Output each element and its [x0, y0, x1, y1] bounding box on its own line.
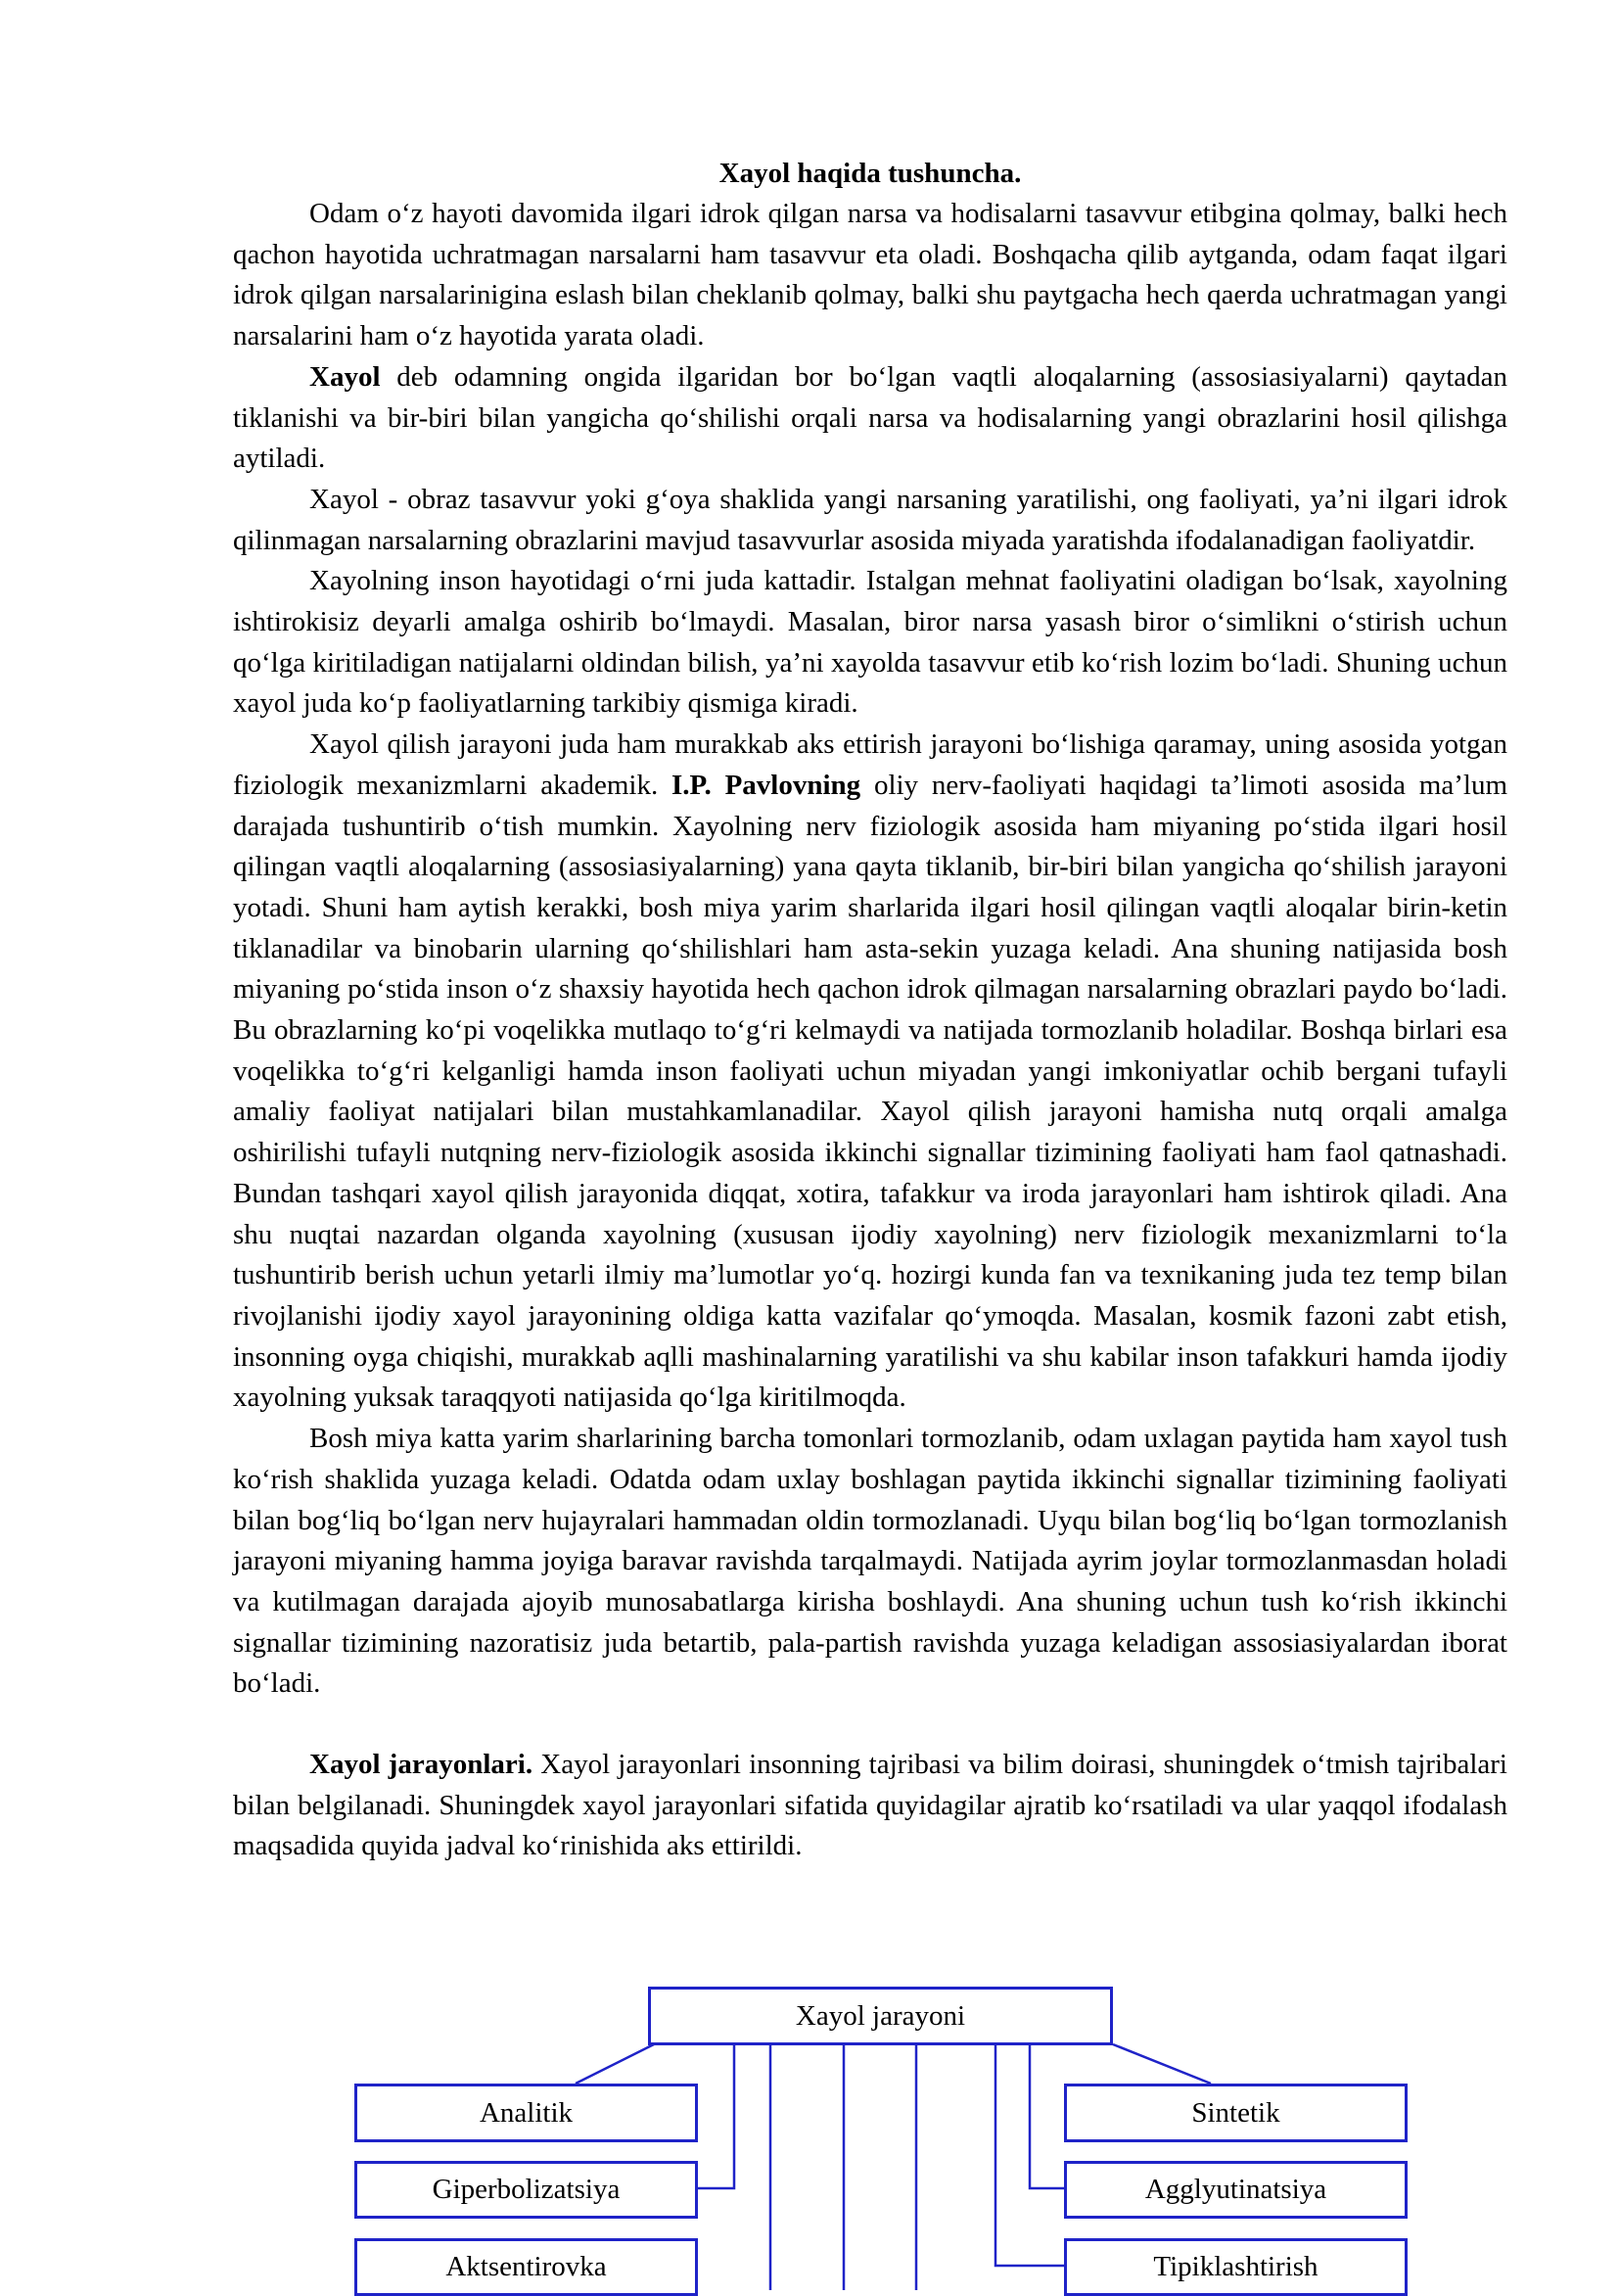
diagram-box-aktsentirovka: Aktsentirovka	[354, 2238, 698, 2296]
diagram-box-giperbolizatsiya: Giperbolizatsiya	[354, 2161, 698, 2219]
connector-giperbolizatsiya	[697, 2044, 734, 2188]
term-xayol-jarayonlari: Xayol jarayonlari.	[309, 1749, 533, 1781]
processes-text: Xayol jarayonlari insonning tajribasi va bilim doirasi, shuningdek oʻtmish tajribalari bilan belgilanadi. Shuningdek xayol jarayonlari sifatida quyidagilar ajratib koʻrsatiladi va ular yaqqol ifodalash maqsadida quyida jadval koʻrinishida aks ettirildi.	[233, 1749, 1507, 1862]
connector-sintetik	[1113, 2044, 1211, 2084]
diagram-box-sintetik: Sintetik	[1064, 2084, 1408, 2142]
paragraph-role: Xayolning inson hayotidagi oʻrni juda kattadir. Istalgan mehnat faoliyatini oladigan boʻlsak, xayolning ishtirokisiz deyarli amalga oshirib boʻlmaydi. Masalan, biror narsa yasash biror oʻsimlikni oʻstirish uchun qoʻlga kiritiladigan natijalarni oldindan bilish, yaʼni xayolda tasavvur etib koʻrish lozim boʻladi. Shuning uchun xayol juda koʻp faoliyatlarning tarkibiy qismiga kiradi.	[233, 565, 1507, 720]
connector-agglyutinatsiya	[1030, 2044, 1067, 2188]
document-body	[233, 153, 1507, 1867]
diagram-box-tipiklashtirish: Tipiklashtirish	[1064, 2238, 1408, 2296]
definition-text: deb odamning ongida ilgaridan bor boʻlgan vaqtli aloqalarning (assosiasiyalarni) qaytadan tiklanishi va bir-biri bilan yangicha qoʻshilishi orqali narsa va hodisalarning yangi obrazlarini hosil qilishga aytiladi.	[233, 360, 1507, 475]
connector-analitik	[576, 2044, 654, 2084]
paragraph-processes	[233, 1745, 1507, 1867]
physiology-text-b: oliy nerv-faoliyati haqidagi taʼlimoti asosida maʼlum darajada tushuntirib oʻtish mumkin. Xayolning nerv fiziologik asosida ham miyaning poʻstida ilgari hosil qilingan vaqtli aloqalarning (assosiasiyalarning) yana qayta tiklanib, bir-biri bilan yangicha qoʻshilish jarayoni yotadi. Shuni ham aytish kerakki, bosh miya yarim sharlarida ilgari hosil qilingan vaqtli aloqalar birin-ketin tiklanadilar va binobarin ularning qoʻshilishlari ham asta-sekin yuzaga keladi. Ana shuning natijasida bosh miyaning poʻstida inson oʻz shaxsiy hayotida hech qachon idrok qilmagan narsalarning obrazlari paydo boʻladi. Bu obrazlarning koʻpi voqelikka mutlaqo toʻgʻri kelmaydi va natijada tormozlanib holadilar. Boshqa birlari esa voqelikka toʻgʻri kelganligi hamda inson faoliyati uchun miyadan yangi imkoniyatlar ochib bergani tufayli amaliy faoliyat natijalari bilan mustahkamlanadilar. Xayol qilish jarayoni hamisha nutq orqali amalga oshirilishi tufayli nutqning nerv-fiziologik asosida ikkinchi signallar tizimining faoliyati ham faol qatnashadi. Bundan tashqari xayol qilish jarayonida diqqat, xotira, tafakkur va iroda jarayonlari ham ishtirok qiladi. Ana shu nuqtai nazardan olganda xayolning (xususan ijodiy xayolning) nerv fiziologik mexanizmlarni toʻla tushuntirib berish uchun yetarli ilmiy maʼlumotlar yoʻq. hozirgi kunda fan va texnikaning juda tez temp bilan rivojlanishi ijodiy xayol jarayonining oldiga katta vazifalar qoʻymoqda. Masalan, kosmik fazoni zabt etish, insonning oyga chiqishi, murakkab aqlli mashinalarning yaratilishi va shu kabilar inson tafakkuri hamda ijodiy xayolning yuksak taraqqyoti natijasida qoʻlga kiritilmoqda.	[233, 769, 1507, 1414]
document-title: Xayol haqida tushuncha.	[718, 158, 1022, 189]
term-xayol: Xayol	[309, 360, 381, 393]
term-pavlov: I.P. Pavlovning	[671, 769, 861, 801]
physiology-text-a: Xayol qilish jarayoni juda ham murakkab aks ettirish jarayoni boʻlishiga qaramay, uning asosida yotgan fiziologik mexanizmlarni akademik.	[233, 728, 1507, 801]
paragraph-dream: Bosh miya katta yarim sharlarining barcha tomonlari tormozlanib, odam uxlagan paytida ham xayol tush koʻrish shaklida yuzaga keladi. Odatda odam uxlay boshlagan paytida ikkinchi signallar tizimining faoliyati bilan bogʻliq boʻlgan nerv hujayralari hammadan oldin tormozlanadi. Uyqu bilan bogʻliq boʻlgan tormozlanish jarayoni miyaning hamma joyiga baravar ravishda tarqalmaydi. Natijada ayrim joylar tormozlanmasdan holadi va kutilmagan darajada ajoyib munosabatlarga kirisha boshlaydi. Ana shuning uchun tush koʻrish ikkinchi signallar tizimining nazoratisiz juda betartib, pala-partish ravishda yuzaga keladigan assosiasiyalardan iborat boʻladi.	[233, 1423, 1507, 1700]
diagram-box-agglyutinatsiya: Agglyutinatsiya	[1064, 2161, 1408, 2219]
diagram-box-analitik: Analitik	[354, 2084, 698, 2142]
connector-tipiklashtirish	[995, 2044, 1067, 2266]
diagram-root-box: Xayol jarayoni	[648, 1987, 1113, 2045]
paragraph-physiology	[233, 725, 1507, 1419]
paragraph-definition	[233, 357, 1507, 480]
paragraph-spacer	[233, 1705, 1507, 1745]
paragraph-obraz: Xayol - obraz tasavvur yoki gʻoya shaklida yangi narsaning yaratilishi, ong faoliyati, yaʼni ilgari idrok qilinmagan narsalarning obrazlarini mavjud tasavvurlar asosida miyada yaratishda ifodalanadigan faoliyatdir.	[233, 483, 1507, 556]
paragraph-intro: Odam oʻz hayoti davomida ilgari idrok qilgan narsa va hodisalarni tasavvur etibgina qolmay, balki hech qachon hayotida uchratmagan narsalarni ham tasavvur eta oladi. Boshqacha qilib aytganda, odam faqat ilgari idrok qilgan narsalarinigina eslash bilan cheklanib qolmay, balki shu paytgacha hech qaerda uchratmagan yangi narsalarini ham oʻz hayotida yarata oladi.	[233, 198, 1507, 352]
